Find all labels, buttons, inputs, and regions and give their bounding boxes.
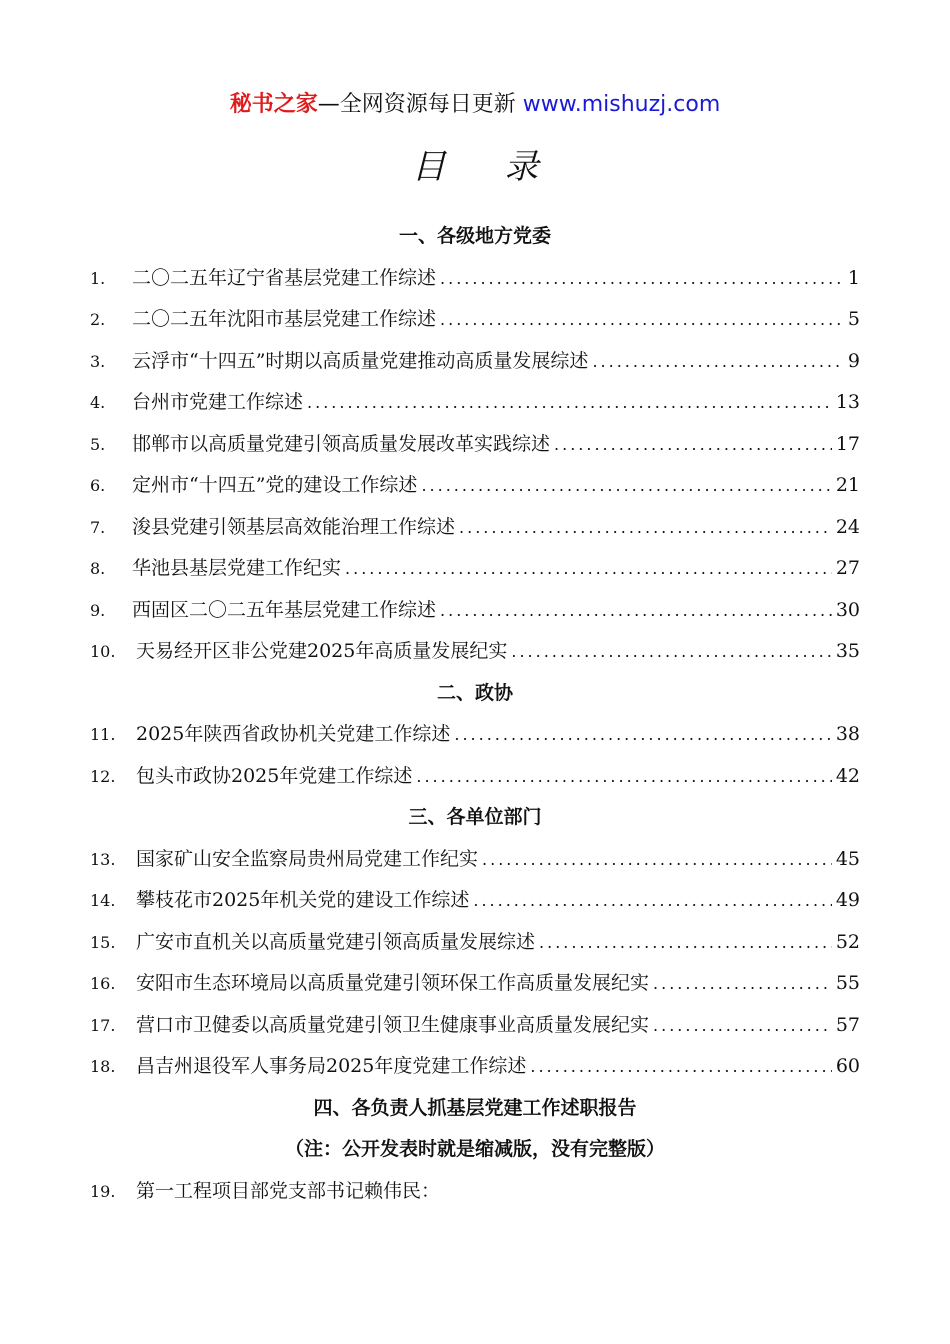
entry-number: 16. [90, 974, 116, 993]
entry-page-number: 27 [835, 557, 860, 579]
entry-title: 国家矿山安全监察局贵州局党建工作纪实 [136, 847, 479, 870]
entry-title: 邯郸市以高质量党建引领高质量发展改革实践综述 [132, 432, 551, 455]
section-heading: 二、政协 [436, 681, 513, 704]
section-note: （注：公开发表时就是缩减版，没有完整版） [284, 1138, 665, 1160]
toc-entry[interactable] [90, 1005, 860, 1047]
entry-number: 10. [90, 642, 116, 661]
entry-page-number: 35 [835, 640, 860, 662]
dot-leader [511, 631, 831, 673]
dot-leader [482, 839, 832, 881]
entry-page-number: 5 [847, 308, 860, 330]
banner-tagline: —全网资源每日更新 [317, 92, 516, 117]
toc-entry[interactable] [90, 631, 860, 673]
toc-entry[interactable] [90, 714, 860, 756]
toc-entry[interactable] [90, 465, 860, 507]
dot-leader [530, 1046, 831, 1088]
toc-entry[interactable] [90, 382, 860, 424]
dot-leader [440, 258, 844, 300]
dot-leader [539, 922, 832, 964]
entry-title: 云浮市“十四五”时期以高质量党建推动高质量发展综述 [132, 349, 589, 372]
toc-entry[interactable] [90, 756, 860, 798]
entry-page-number: 45 [835, 847, 860, 870]
entry-title: 华池县基层党建工作纪实 [132, 557, 342, 579]
toc-entry[interactable] [90, 839, 860, 881]
brand-name: 秘书之家 [229, 92, 318, 117]
toc-entry[interactable] [90, 341, 860, 383]
toc-entry[interactable] [90, 880, 860, 922]
entry-page-number: 30 [835, 598, 860, 621]
toc-entry[interactable] [90, 424, 860, 466]
section-heading: 四、各负责人抓基层党建工作述职报告 [313, 1096, 637, 1119]
entry-page-number: 60 [835, 1055, 860, 1077]
entry-page-number: 42 [835, 764, 860, 787]
entry-page-number: 1 [847, 266, 860, 289]
table-of-contents [90, 216, 860, 1212]
dot-leader [653, 1005, 832, 1047]
dot-leader [421, 465, 831, 507]
entry-number: 5. [90, 434, 106, 454]
toc-title: 目 录 [411, 147, 563, 187]
dot-leader [416, 756, 831, 798]
entry-number: 14. [90, 891, 116, 910]
toc-entry[interactable] [90, 963, 860, 1005]
toc-entry[interactable] [90, 1171, 860, 1213]
dot-leader [454, 714, 831, 756]
entry-page-number: 24 [835, 515, 860, 538]
site-banner [0, 88, 950, 122]
entry-title: 攀枝花市2025年机关党的建设工作综述 [136, 889, 470, 911]
entry-title: 包头市政协2025年党建工作综述 [136, 764, 413, 787]
entry-title: 安阳市生态环境局以高质量党建引领环保工作高质量发展纪实 [136, 972, 650, 994]
entry-title: 第一工程项目部党支部书记赖伟民： [136, 1179, 441, 1202]
entry-number: 11. [90, 725, 116, 744]
entry-number: 19. [90, 1181, 116, 1201]
dot-leader [440, 590, 832, 632]
dot-leader [345, 548, 832, 590]
entry-title: 2025年陕西省政协机关党建工作综述 [136, 723, 451, 745]
toc-entry[interactable] [90, 548, 860, 590]
section-heading: 三、各单位部门 [408, 806, 542, 828]
entry-title: 二〇二五年沈阳市基层党建工作综述 [132, 308, 437, 330]
entry-number: 18. [90, 1057, 116, 1076]
entry-page-number: 21 [835, 474, 860, 496]
dot-leader [473, 880, 831, 922]
site-url-link[interactable]: www.mishuzj.com [522, 92, 721, 117]
entry-title: 西固区二〇二五年基层党建工作综述 [132, 598, 437, 621]
entry-title: 天易经开区非公党建2025年高质量发展纪实 [136, 640, 508, 662]
toc-entry[interactable] [90, 258, 860, 300]
toc-entry[interactable] [90, 590, 860, 632]
dot-leader [459, 507, 832, 549]
entry-number: 7. [90, 517, 106, 537]
entry-number: 8. [90, 559, 106, 578]
entry-number: 17. [90, 1015, 116, 1035]
entry-page-number: 38 [835, 723, 860, 745]
entry-title: 定州市“十四五”党的建设工作综述 [132, 474, 418, 496]
dot-leader [440, 299, 844, 341]
entry-number: 4. [90, 393, 106, 412]
entry-page-number: 13 [835, 391, 860, 413]
entry-title: 浚县党建引领基层高效能治理工作综述 [132, 515, 456, 538]
toc-entry[interactable] [90, 922, 860, 964]
dot-leader [307, 382, 832, 424]
toc-entry[interactable] [90, 1046, 860, 1088]
entry-number: 13. [90, 849, 116, 869]
section-heading: 一、各级地方党委 [398, 225, 551, 247]
entry-page-number: 52 [835, 930, 860, 953]
entry-title: 营口市卫健委以高质量党建引领卫生健康事业高质量发展纪实 [136, 1013, 650, 1036]
entry-page-number: 55 [835, 972, 860, 994]
entry-number: 3. [90, 351, 106, 371]
entry-number: 15. [90, 932, 116, 952]
entry-title: 台州市党建工作综述 [132, 391, 304, 413]
entry-title: 昌吉州退役军人事务局2025年度党建工作综述 [136, 1055, 527, 1077]
entry-page-number: 57 [835, 1013, 860, 1036]
entry-number: 1. [90, 268, 106, 288]
entry-title: 二〇二五年辽宁省基层党建工作综述 [132, 266, 437, 289]
dot-leader [554, 424, 832, 466]
dot-leader [653, 963, 832, 1005]
entry-number: 6. [90, 476, 106, 495]
entry-page-number: 9 [847, 349, 860, 372]
entry-page-number: 17 [835, 432, 860, 455]
entry-number: 9. [90, 600, 106, 620]
toc-entry[interactable] [90, 299, 860, 341]
dot-leader [592, 341, 843, 383]
entry-number: 2. [90, 310, 106, 329]
entry-number: 12. [90, 766, 116, 786]
toc-entry[interactable] [90, 507, 860, 549]
entry-title: 广安市直机关以高质量党建引领高质量发展综述 [136, 930, 536, 953]
entry-page-number: 49 [835, 889, 860, 911]
